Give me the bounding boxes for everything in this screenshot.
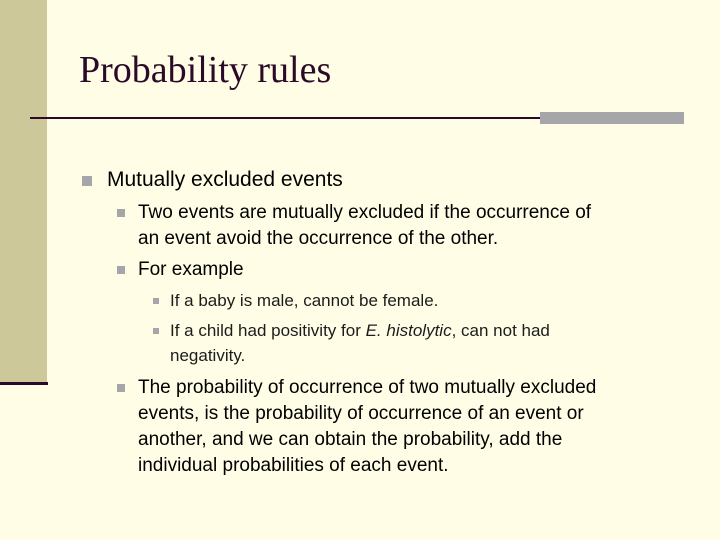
definition-line-2: an event avoid the occurrence of the other. <box>138 228 499 249</box>
bullet-mutually-excluded-events: Mutually excluded events <box>107 168 343 191</box>
left-accent-bar <box>0 0 47 382</box>
definition-line-1: Two events are mutually excluded if the occurrence of <box>138 202 592 223</box>
example-2-suffix: , can not had <box>451 321 550 340</box>
example-2-organism: E. histolytic <box>365 321 452 340</box>
probability-line-1: The probability of occurrence of two mutually excluded <box>138 377 597 398</box>
example-2-prefix: If a child had positivity for <box>170 321 366 340</box>
example-2-line-1 <box>170 318 550 344</box>
example-1: If a baby is male, cannot be female. <box>170 291 439 310</box>
probability-line-3: another, and we can obtain the probability, add the <box>138 429 563 450</box>
square-bullet-icon <box>153 328 159 334</box>
example-2-line-2: negativity. <box>170 346 246 365</box>
slide-title: Probability rules <box>79 49 332 91</box>
square-bullet-icon <box>117 266 125 274</box>
title-divider-accent <box>540 112 684 124</box>
square-bullet-icon <box>117 384 125 392</box>
probability-line-2: events, is the probability of occurrence of an event or <box>138 403 584 424</box>
for-example-label: For example <box>138 259 244 280</box>
square-bullet-icon <box>82 176 92 186</box>
title-divider <box>30 117 540 119</box>
left-accent-underline <box>0 382 48 385</box>
probability-line-4: individual probabilities of each event. <box>138 455 449 476</box>
square-bullet-icon <box>153 298 159 304</box>
square-bullet-icon <box>117 209 125 217</box>
